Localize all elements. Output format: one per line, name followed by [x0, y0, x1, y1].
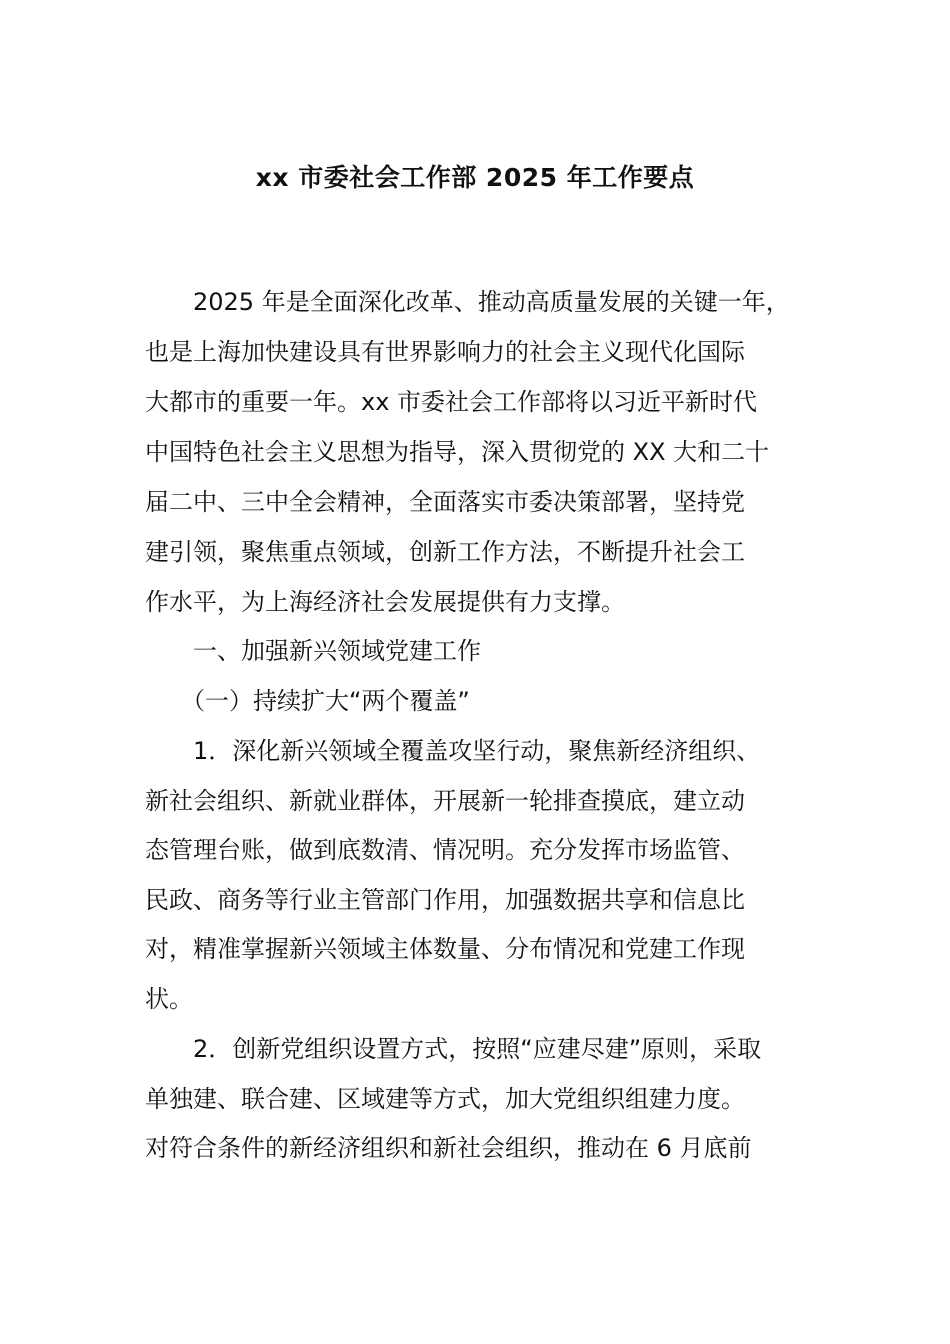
- section-heading: 一、加强新兴领域党建工作: [145, 637, 481, 665]
- body-line: 新社会组织、新就业群体，开展新一轮排查摸底，建立动: [145, 787, 745, 815]
- body-line: 中国特色社会主义思想为指导，深入贯彻党的 XX 大和二十: [145, 438, 770, 466]
- body-line: 作水平，为上海经济社会发展提供有力支撑。: [145, 588, 625, 616]
- body-line: 对，精准掌握新兴领域主体数量、分布情况和党建工作现: [145, 935, 745, 963]
- body-line: 建引领，聚焦重点领域，创新工作方法，不断提升社会工: [145, 538, 745, 566]
- body-line: 也是上海加快建设具有世界影响力的社会主义现代化国际: [145, 338, 745, 366]
- body-line: 态管理台账，做到底数清、情况明。充分发挥市场监管、: [145, 836, 745, 864]
- body-line: 大都市的重要一年。xx 市委社会工作部将以习近平新时代: [145, 388, 758, 416]
- body-line: 单独建、联合建、区域建等方式，加大党组织组建力度。: [145, 1085, 745, 1113]
- body-line: 2．创新党组织设置方式，按照“应建尽建”原则，采取: [145, 1035, 762, 1063]
- body-line: 状。: [145, 985, 193, 1013]
- body-line: 2025 年是全面深化改革、推动高质量发展的关键一年，: [145, 288, 790, 316]
- body-line: 对符合条件的新经济组织和新社会组织，推动在 6 月底前: [145, 1134, 752, 1162]
- body-line: 1．深化新兴领域全覆盖攻坚行动，聚焦新经济组织、: [145, 737, 761, 765]
- body-line: 届二中、三中全会精神，全面落实市委决策部署，坚持党: [145, 488, 745, 516]
- body-line: 民政、商务等行业主管部门作用，加强数据共享和信息比: [145, 886, 745, 914]
- subsection-heading: （一）持续扩大“两个覆盖”: [145, 687, 470, 715]
- document-title: xx 市委社会工作部 2025 年工作要点: [255, 163, 695, 192]
